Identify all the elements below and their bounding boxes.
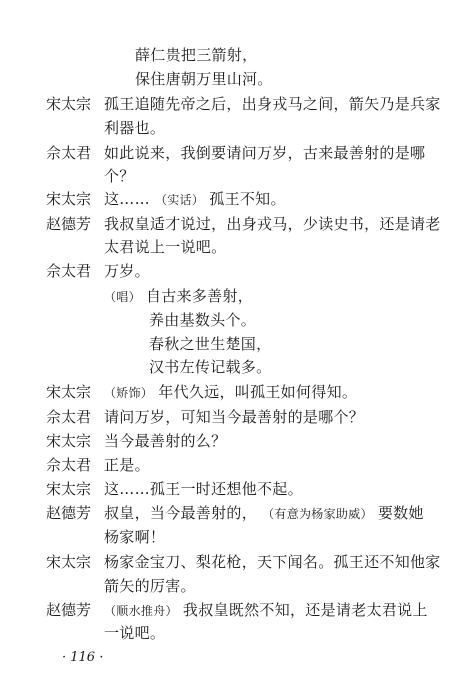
dialogue-text: 这…… (104, 190, 150, 208)
dialogue-line (104, 383, 357, 402)
dialogue-line (104, 287, 253, 306)
verse-line: 薛仁贵把三箭射， (135, 46, 258, 64)
dialogue-line: 孤王追随先帝之后，出身戎马之间，箭矢乃是兵家 (104, 95, 441, 113)
stage-direction: （唱） (104, 290, 141, 304)
dialogue-line: 如此说来，我倒要请问万岁，古来最善射的是哪 (104, 144, 426, 162)
verse-line: 春秋之世生楚国， (149, 335, 272, 353)
dialogue-line (104, 504, 424, 523)
speaker-name: 宋太宗 (46, 432, 92, 450)
dialogue-line: 利器也。 (104, 119, 166, 137)
speaker-name: 赵德芳 (46, 601, 92, 619)
dialogue-line: 一说吧。 (104, 624, 166, 642)
dialogue-line: 箭矢的厉害。 (104, 577, 196, 595)
dialogue-line: 杨家啊！ (104, 528, 166, 546)
verse-text: 自古来多善射， (145, 287, 254, 305)
speaker-name: 佘太君 (46, 262, 92, 280)
dialogue-line: 我叔皇适才说过，出身戎马，少读史书，还是请老 (104, 215, 441, 233)
speaker-name: 宋太宗 (46, 480, 92, 498)
speaker-name: 宋太宗 (46, 383, 92, 401)
dialogue-text: 年代久远，叫孤王如何得知。 (158, 383, 358, 401)
dialogue-text: 我叔皇既然不知，还是请老太君说上 (182, 601, 428, 619)
speaker-name: 佘太君 (46, 456, 92, 474)
speaker-name: 佘太君 (46, 408, 92, 426)
dialogue-line: 太君说上一说吧。 (104, 238, 227, 256)
verse-line: 汉书左传记载多。 (149, 358, 272, 376)
speaker-name: 佘太君 (46, 144, 92, 162)
dialogue-line: 当今最善射的么？ (104, 432, 227, 450)
dialogue-line: 正是。 (104, 456, 150, 474)
speaker-name: 宋太宗 (46, 553, 92, 571)
dialogue-text: 要数她 (377, 504, 424, 522)
verse-line: 养由基数头个。 (149, 311, 257, 329)
stage-direction: （实话） (154, 193, 205, 207)
speaker-name: 宋太宗 (46, 190, 92, 208)
speaker-name: 赵德芳 (46, 504, 92, 522)
dialogue-line: 请问万岁，可知当今最善射的是哪个？ (104, 408, 365, 426)
dialogue-line (104, 190, 286, 209)
verse-line: 保住唐朝万里山河。 (135, 70, 273, 88)
dialogue-line: 这……孤王一时还想他不起。 (104, 480, 303, 498)
page-number: · 116 · (62, 650, 104, 665)
dialogue-line: 个？ (104, 167, 135, 185)
dialogue-text: 叔皇，当今最善射的， (104, 504, 258, 522)
dialogue-text: 孤王不知。 (209, 190, 286, 208)
dialogue-line: 万岁。 (104, 262, 150, 280)
speaker-name: 赵德芳 (46, 215, 92, 233)
stage-direction: （顺水推舟） (104, 604, 178, 618)
speaker-name: 宋太宗 (46, 95, 92, 113)
stage-direction: （矫饰） (104, 386, 154, 400)
dialogue-line (104, 601, 428, 620)
dialogue-line: 杨家金宝刀、梨花枪，天下闻名。孤王还不知他家 (104, 553, 441, 571)
stage-direction: （有意为杨家助威） (262, 507, 373, 521)
